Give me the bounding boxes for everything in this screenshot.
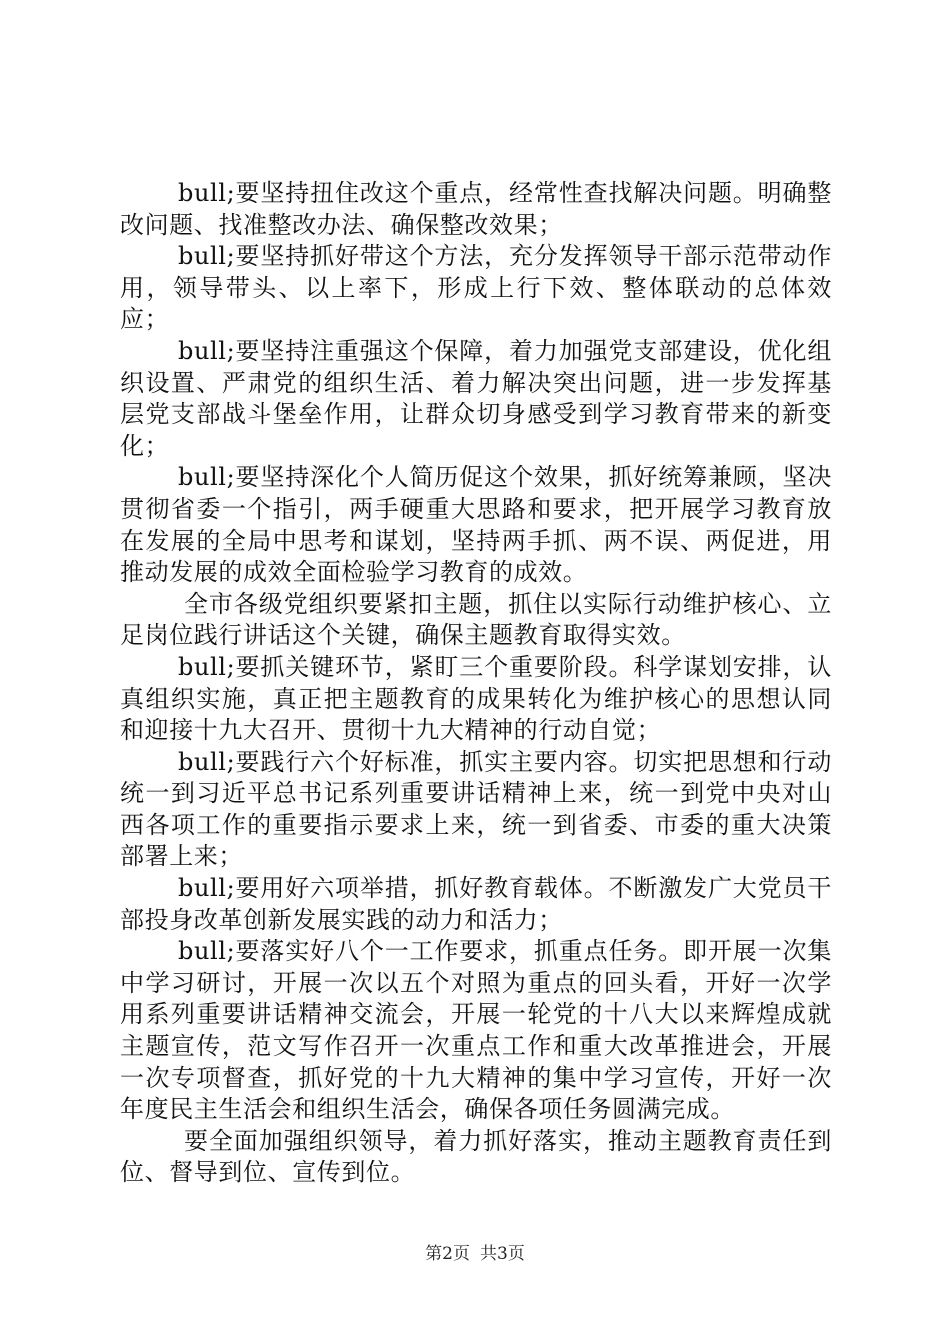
page-number-total: 共3页 [480,1244,525,1264]
document-body [120,178,832,1189]
paragraph-10: 要全面加强组织领导，着力抓好落实，推动主题教育责任到位、督导到位、宣传到位。 [120,1126,832,1187]
paragraph-2: bull;要坚持抓好带这个方法，充分发挥领导干部示范带动作用，领导带头、以上率下，形成上行下效、整体联动的总体效应； [120,242,832,334]
paragraph-6: bull;要抓关键环节，紧盯三个重要阶段。科学谋划安排，认真组织实施，真正把主题教育的成果转化为维护核心的思想认同和迎接十九大召开、贯彻十九大精神的行动自觉； [120,652,832,745]
page-footer [0,1244,950,1264]
paragraph-1: bull;要坚持扭住改这个重点，经常性查找解决问题。明确整改问题、找准整改办法、确保整改效果； [120,179,832,239]
paragraph-7: bull;要践行六个好标准，抓实主要内容。切实把思想和行动统一到习近平总书记系列重要讲话精神上来，统一到党中央对山西各项工作的重要指示要求上来，统一到省委、市委的重大决策部署上来； [120,747,832,871]
paragraph-8: bull;要用好六项举措，抓好教育载体。不断激发广大党员干部投身改革创新发展实践的动力和活力； [120,874,832,934]
paragraph-4: bull;要坚持深化个人简历促这个效果，抓好统筹兼顾，坚决贯彻省委一个指引，两手硬重大思路和要求，把开展学习教育放在发展的全局中思考和谋划，坚持两手抓、两不误、两促进，用推动发展的成效全面检验学习教育的成效。 [120,463,832,587]
paragraph-3: bull;要坚持注重强这个保障，着力加强党支部建设，优化组织设置、严肃党的组织生活、着力解决突出问题，进一步发挥基层党支部战斗堡垒作用，让群众切身感受到学习教育带来的新变化； [120,336,832,460]
page-number-current: 第2页 [425,1244,470,1264]
paragraph-9: bull;要落实好八个一工作要求，抓重点任务。即开展一次集中学习研讨，开展一次以五个对照为重点的回头看，开好一次学用系列重要讲话精神交流会，开展一轮党的十八大以来辉煌成就主题宣传，范文写作召开一次重点工作和重大改革推进会，开展一次专项督查，抓好党的十九大精神的集中学习宣传，开好一次年度民主生活会和组织生活会，确保各项任务圆满完成。 [120,937,832,1124]
paragraph-5: 全市各级党组织要紧扣主题，抓住以实际行动维护核心、立足岗位践行讲话这个关键，确保主题教育取得实效。 [120,589,832,650]
